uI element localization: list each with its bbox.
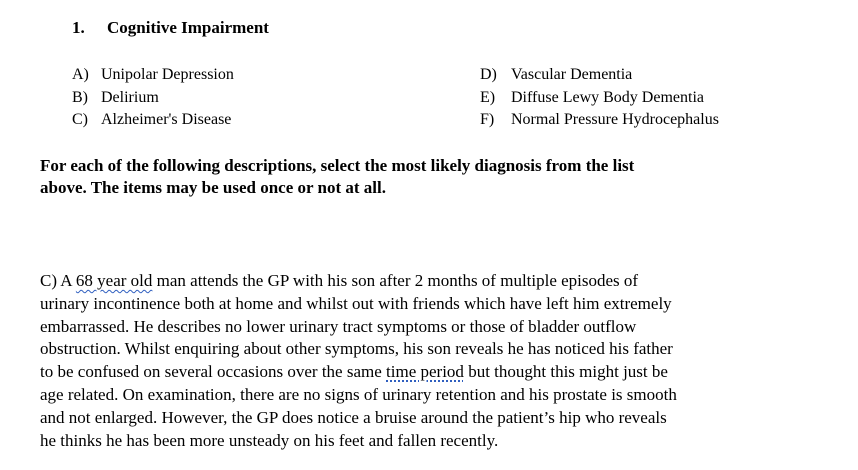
option-d (480, 64, 719, 87)
options-list-right (480, 64, 719, 132)
case-line-3: embarrassed. He describes no lower urinary tract symptoms or those of bladder outflow (40, 316, 637, 336)
option-c (72, 109, 234, 132)
case-description (40, 270, 830, 452)
option-d-text: Vascular Dementia (511, 66, 633, 83)
option-a-letter: A) (72, 66, 89, 83)
case-line-8: he thinks he has been more unsteady on his feet and fallen recently. (40, 430, 499, 450)
case-line-5 (40, 361, 830, 384)
option-b (72, 87, 234, 110)
case-line-5-start: to be confused on several occasions over the same (40, 362, 387, 382)
option-e-letter: E) (480, 88, 496, 106)
instruction-paragraph (40, 155, 800, 199)
case-line-4: obstruction. Whilst enquiring about other symptoms, his son reveals he has noticed his father (40, 339, 673, 359)
case-line-1 (40, 270, 830, 293)
instruction-line-2: above. The items may be used once or not at all. (40, 178, 386, 197)
case-line-7: and not enlarged. However, the GP does notice a bruise around the patient’s hip who reveals (40, 407, 667, 427)
option-d-letter: D) (480, 66, 497, 83)
option-a (72, 64, 234, 87)
option-a-text: Unipolar Depression (101, 66, 234, 83)
proofing-underlined-age[interactable]: 68 year old (75, 271, 153, 290)
option-b-text: Delirium (101, 88, 159, 106)
question-number: 1. (72, 18, 85, 37)
case-line-1-end: man attends the GP with his son after 2 months of multiple episodes of (152, 271, 639, 290)
option-e (480, 87, 719, 110)
option-c-text: Alzheimer's Disease (101, 111, 232, 128)
question-title: Cognitive Impairment (107, 18, 269, 37)
proofing-underlined-time-period[interactable]: time period (386, 362, 464, 382)
option-f-letter: F) (480, 111, 495, 128)
question-heading (72, 18, 269, 38)
case-line-6: age related. On examination, there are no signs of urinary retention and his prostate is smooth (40, 384, 677, 404)
case-line-2: urinary incontinence both at home and whilst out with friends which have left him extremely (40, 293, 672, 313)
options-list-left (72, 64, 234, 132)
case-line-1-start: C) A (40, 271, 76, 290)
option-e-text: Diffuse Lewy Body Dementia (511, 88, 704, 106)
case-line-5-end: but thought this might just be (463, 362, 668, 382)
option-f (480, 109, 719, 132)
option-c-letter: C) (72, 111, 88, 128)
option-b-letter: B) (72, 88, 88, 106)
option-f-text: Normal Pressure Hydrocephalus (511, 111, 719, 128)
instruction-line-1: For each of the following descriptions, select the most likely diagnosis from the list (40, 156, 635, 175)
